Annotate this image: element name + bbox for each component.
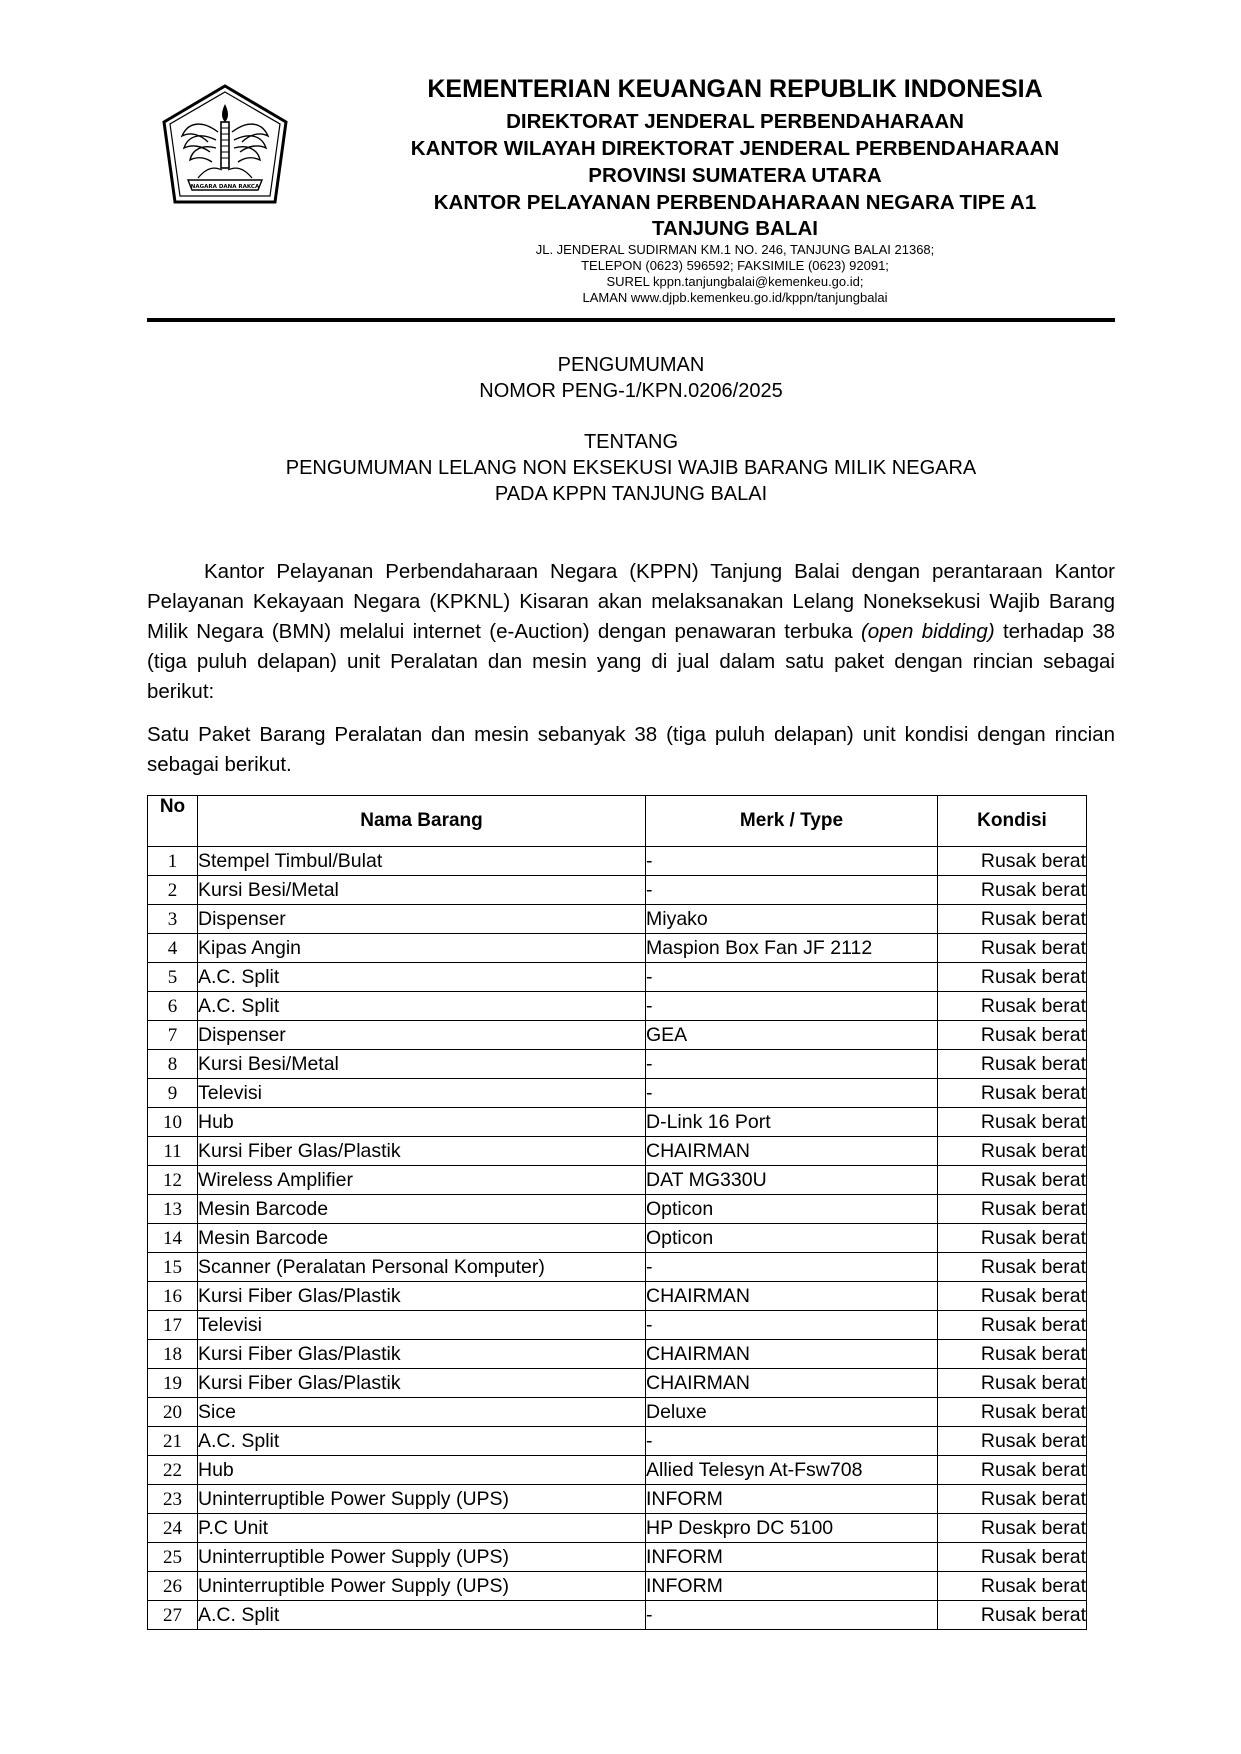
cell-no: 2 — [148, 876, 198, 905]
table-row — [148, 1166, 1087, 1195]
table-row — [148, 1253, 1087, 1282]
cell-merk: CHAIRMAN — [646, 1340, 938, 1369]
cell-merk: - — [646, 992, 938, 1021]
cell-merk: Miyako — [646, 905, 938, 934]
cell-no: 1 — [148, 847, 198, 876]
cell-no: 16 — [148, 1282, 198, 1311]
cell-merk: - — [646, 847, 938, 876]
cell-name: Kursi Fiber Glas/Plastik — [198, 1340, 646, 1369]
cell-kondisi: Rusak berat — [938, 1398, 1087, 1427]
cell-no: 24 — [148, 1514, 198, 1543]
cell-name: Kursi Besi/Metal — [198, 876, 646, 905]
cell-name: Mesin Barcode — [198, 1195, 646, 1224]
cell-name: Uninterruptible Power Supply (UPS) — [198, 1485, 646, 1514]
cell-kondisi: Rusak berat — [938, 905, 1087, 934]
table-row — [148, 1340, 1087, 1369]
cell-merk: Deluxe — [646, 1398, 938, 1427]
cell-name: Stempel Timbul/Bulat — [198, 847, 646, 876]
items-table — [147, 795, 1087, 1630]
cell-kondisi: Rusak berat — [938, 876, 1087, 905]
cell-no: 23 — [148, 1485, 198, 1514]
cell-no: 6 — [148, 992, 198, 1021]
header-name: Nama Barang — [198, 796, 646, 847]
cell-merk: Maspion Box Fan JF 2112 — [646, 934, 938, 963]
cell-name: Wireless Amplifier — [198, 1166, 646, 1195]
header-merk: Merk / Type — [646, 796, 938, 847]
cell-name: A.C. Split — [198, 963, 646, 992]
announcement-about: TENTANG — [583, 431, 679, 453]
logo-motto: NAGARA DANA RAKCA — [190, 184, 260, 190]
cell-name: Sice — [198, 1398, 646, 1427]
cell-name: Dispenser — [198, 1021, 646, 1050]
cell-kondisi: Rusak berat — [938, 1050, 1087, 1079]
table-row — [148, 1601, 1087, 1630]
cell-kondisi: Rusak berat — [938, 1166, 1087, 1195]
intro-paragraph: Kantor Pelayanan Perbendaharaan Negara (KPPN) Tanjung Balai dengan perantaraan Kantor Pelayanan Kekayaan Negara (KPKNL) Kisaran akan melaksanakan Lelang Noneksekusi Wajib Barang Milik Negara (BMN) melalui internet (e-Auction) dengan penawaran terbuka (open bidding) terhadap 38 (tiga puluh delapan) unit Peralatan dan mesin yang di jual dalam satu paket dengan rincian sebagai berikut: — [147, 560, 1115, 703]
cell-no: 13 — [148, 1195, 198, 1224]
cell-kondisi: Rusak berat — [938, 1514, 1087, 1543]
cell-no: 4 — [148, 934, 198, 963]
cell-merk: GEA — [646, 1021, 938, 1050]
phone-line: TELEPON (0623) 596592; FAKSIMILE (0623) 92091; — [581, 258, 889, 273]
table-row — [148, 1079, 1087, 1108]
cell-no: 11 — [148, 1137, 198, 1166]
cell-kondisi: Rusak berat — [938, 1195, 1087, 1224]
cell-no: 8 — [148, 1050, 198, 1079]
letterhead-divider — [147, 318, 1115, 322]
header-kondisi: Kondisi — [938, 796, 1087, 847]
table-row — [148, 1050, 1087, 1079]
cell-name: Scanner (Peralatan Personal Komputer) — [198, 1253, 646, 1282]
cell-no: 17 — [148, 1311, 198, 1340]
header-no: No — [148, 796, 198, 847]
cell-no: 3 — [148, 905, 198, 934]
regional-office-name: KANTOR WILAYAH DIREKTORAT JENDERAL PERBENDAHARAAN — [410, 137, 1060, 160]
announcement-number: NOMOR PENG-1/KPN.0206/2025 — [479, 380, 783, 402]
cell-name: Kursi Fiber Glas/Plastik — [198, 1137, 646, 1166]
cell-no: 9 — [148, 1079, 198, 1108]
cell-merk: INFORM — [646, 1572, 938, 1601]
cell-kondisi: Rusak berat — [938, 1340, 1087, 1369]
cell-name: Hub — [198, 1456, 646, 1485]
cell-merk: CHAIRMAN — [646, 1282, 938, 1311]
cell-kondisi: Rusak berat — [938, 1137, 1087, 1166]
table-body — [148, 847, 1087, 1630]
cell-name: Kipas Angin — [198, 934, 646, 963]
cell-merk: - — [646, 1079, 938, 1108]
table-row — [148, 1137, 1087, 1166]
table-row — [148, 1108, 1087, 1137]
cell-merk: - — [646, 1311, 938, 1340]
cell-merk: - — [646, 876, 938, 905]
open-bidding-term: (open bidding) — [860, 620, 995, 643]
cell-name: Dispenser — [198, 905, 646, 934]
cell-kondisi: Rusak berat — [938, 1253, 1087, 1282]
table-row — [148, 1224, 1087, 1253]
cell-name: Kursi Fiber Glas/Plastik — [198, 1369, 646, 1398]
cell-kondisi: Rusak berat — [938, 1108, 1087, 1137]
cell-merk: D-Link 16 Port — [646, 1108, 938, 1137]
cell-name: Kursi Fiber Glas/Plastik — [198, 1282, 646, 1311]
cell-kondisi: Rusak berat — [938, 1543, 1087, 1572]
cell-no: 19 — [148, 1369, 198, 1398]
cell-merk: INFORM — [646, 1485, 938, 1514]
cell-no: 26 — [148, 1572, 198, 1601]
cell-merk: Allied Telesyn At-Fsw708 — [646, 1456, 938, 1485]
province-name: PROVINSI SUMATERA UTARA — [588, 164, 882, 187]
ministry-name: KEMENTERIAN KEUANGAN REPUBLIK INDONESIA — [427, 75, 1043, 103]
cell-kondisi: Rusak berat — [938, 1427, 1087, 1456]
table-row — [148, 963, 1087, 992]
cell-kondisi: Rusak berat — [938, 1224, 1087, 1253]
cell-kondisi: Rusak berat — [938, 1456, 1087, 1485]
announcement-heading: PENGUMUMAN — [557, 354, 705, 376]
cell-name: Televisi — [198, 1079, 646, 1108]
cell-merk: INFORM — [646, 1543, 938, 1572]
cell-no: 27 — [148, 1601, 198, 1630]
cell-no: 12 — [148, 1166, 198, 1195]
cell-kondisi: Rusak berat — [938, 1021, 1087, 1050]
cell-merk: CHAIRMAN — [646, 1137, 938, 1166]
announcement-subject-line2: PADA KPPN TANJUNG BALAI — [494, 483, 768, 505]
cell-merk: - — [646, 1601, 938, 1630]
cell-name: Hub — [198, 1108, 646, 1137]
cell-kondisi: Rusak berat — [938, 1079, 1087, 1108]
table-row — [148, 992, 1087, 1021]
table-row — [148, 1282, 1087, 1311]
table-row — [148, 1427, 1087, 1456]
table-row — [148, 1543, 1087, 1572]
cell-no: 21 — [148, 1427, 198, 1456]
cell-kondisi: Rusak berat — [938, 992, 1087, 1021]
table-row — [148, 1369, 1087, 1398]
announcement-subject-line1: PENGUMUMAN LELANG NON EKSEKUSI WAJIB BARANG MILIK NEGARA — [285, 457, 977, 479]
table-header-row — [148, 796, 1087, 847]
office-name: KANTOR PELAYANAN PERBENDAHARAAN NEGARA TIPE A1 — [433, 191, 1037, 214]
address-line: JL. JENDERAL SUDIRMAN KM.1 NO. 246, TANJUNG BALAI 21368; — [535, 242, 935, 257]
cell-name: Kursi Besi/Metal — [198, 1050, 646, 1079]
cell-no: 18 — [148, 1340, 198, 1369]
cell-kondisi: Rusak berat — [938, 1572, 1087, 1601]
website-line: LAMAN www.djpb.kemenkeu.go.id/kppn/tanjungbalai — [582, 290, 888, 305]
cell-no: 22 — [148, 1456, 198, 1485]
table-row — [148, 905, 1087, 934]
cell-name: A.C. Split — [198, 1427, 646, 1456]
cell-no: 20 — [148, 1398, 198, 1427]
cell-merk: HP Deskpro DC 5100 — [646, 1514, 938, 1543]
email-line: SUREL kppn.tanjungbalai@kemenkeu.go.id; — [606, 274, 864, 289]
cell-name: A.C. Split — [198, 1601, 646, 1630]
cell-name: Televisi — [198, 1311, 646, 1340]
table-row — [148, 1572, 1087, 1601]
cell-merk: - — [646, 1427, 938, 1456]
table-row — [148, 934, 1087, 963]
table-row — [148, 1311, 1087, 1340]
cell-kondisi: Rusak berat — [938, 1311, 1087, 1340]
cell-no: 14 — [148, 1224, 198, 1253]
cell-name: Uninterruptible Power Supply (UPS) — [198, 1543, 646, 1572]
table-row — [148, 1021, 1087, 1050]
cell-merk: DAT MG330U — [646, 1166, 938, 1195]
kemenkeu-logo-icon — [158, 82, 292, 208]
table-row — [148, 847, 1087, 876]
cell-name: P.C Unit — [198, 1514, 646, 1543]
cell-no: 25 — [148, 1543, 198, 1572]
table-row — [148, 1195, 1087, 1224]
cell-no: 15 — [148, 1253, 198, 1282]
cell-merk: - — [646, 1253, 938, 1282]
cell-name: A.C. Split — [198, 992, 646, 1021]
cell-name: Mesin Barcode — [198, 1224, 646, 1253]
table-row — [148, 1485, 1087, 1514]
directorate-name: DIREKTORAT JENDERAL PERBENDAHARAAN — [506, 110, 964, 133]
cell-merk: CHAIRMAN — [646, 1369, 938, 1398]
cell-merk: - — [646, 1050, 938, 1079]
city-name: TANJUNG BALAI — [652, 217, 818, 240]
cell-merk: Opticon — [646, 1224, 938, 1253]
cell-kondisi: Rusak berat — [938, 1369, 1087, 1398]
table-row — [148, 1514, 1087, 1543]
cell-no: 5 — [148, 963, 198, 992]
cell-kondisi: Rusak berat — [938, 963, 1087, 992]
cell-name: Uninterruptible Power Supply (UPS) — [198, 1572, 646, 1601]
table-row — [148, 876, 1087, 905]
cell-merk: Opticon — [646, 1195, 938, 1224]
cell-no: 7 — [148, 1021, 198, 1050]
package-paragraph: Satu Paket Barang Peralatan dan mesin sebanyak 38 (tiga puluh delapan) unit kondisi dengan rincian sebagai berikut. — [147, 723, 1115, 776]
cell-no: 10 — [148, 1108, 198, 1137]
table-row — [148, 1398, 1087, 1427]
cell-kondisi: Rusak berat — [938, 934, 1087, 963]
cell-kondisi: Rusak berat — [938, 1485, 1087, 1514]
cell-kondisi: Rusak berat — [938, 847, 1087, 876]
cell-kondisi: Rusak berat — [938, 1601, 1087, 1630]
cell-kondisi: Rusak berat — [938, 1282, 1087, 1311]
cell-merk: - — [646, 963, 938, 992]
table-row — [148, 1456, 1087, 1485]
